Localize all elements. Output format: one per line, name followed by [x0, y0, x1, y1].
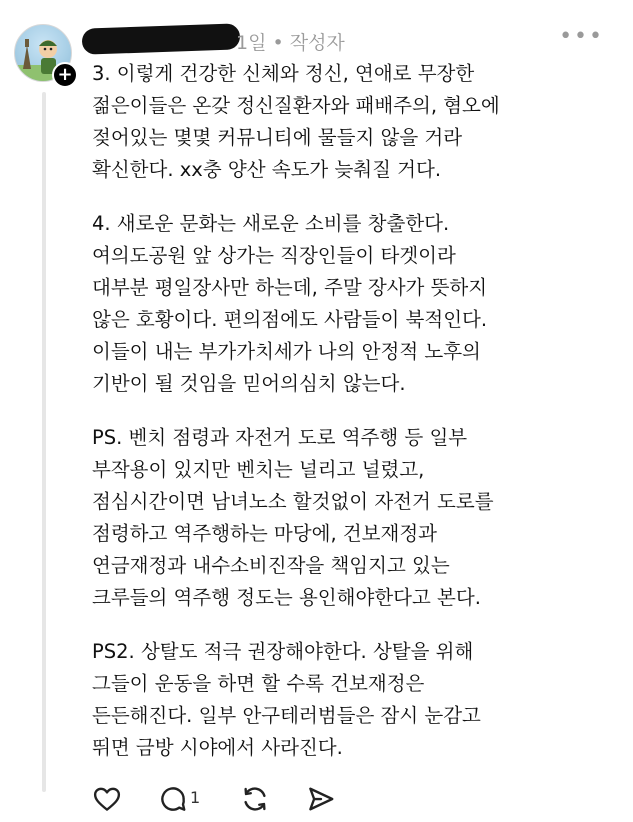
redacted-author-name — [82, 23, 241, 54]
repost-button[interactable] — [240, 782, 270, 816]
repost-icon — [240, 784, 270, 814]
comment-icon — [158, 784, 188, 814]
post-body — [92, 58, 622, 786]
author-avatar[interactable] — [14, 24, 73, 85]
heart-icon — [92, 784, 122, 814]
post-paragraph-3: 3. 이렇게 건강한 신체와 정신, 연애로 무장한 젊은이들은 온갖 정신질환자와 패배주의, 혐오에 젖어있는 몇몇 커뮤니티에 물들지 않을 거라 확신한다. xx충 양산 속도가 늦춰질 거다. — [92, 62, 500, 181]
post-paragraph-4: 4. 새로운 문화는 새로운 소비를 창출한다. 여의도공원 앞 상가는 직장인들이 타겟이라 대부분 평일장사만 하는데, 주말 장사가 뜻하지 않은 호황이다. 편의점에도 사람들이 북적인다. 이들이 내는 부가가치세가 나의 안정적 노후의 기반이 될 것임을 믿어의심치 않는다. — [92, 212, 488, 395]
follow-plus-button[interactable]: + — [52, 62, 78, 88]
share-icon — [306, 784, 336, 814]
thread-line — [42, 92, 46, 792]
post-paragraph-ps: PS. 벤치 점령과 자전거 도로 역주행 등 일부 부작용이 있지만 벤치는 널리고 널렸고, 점심시간이면 남녀노소 할것없이 자전거 도로를 점령하고 역주행하는 마당에, 건보재정과 연금재정과 내수소비진작을 책임지고 있는 크루들의 역주행 정도는 용인해야한다고 본다. — [92, 426, 494, 609]
post-meta: 1일 • 작성자 — [236, 32, 345, 54]
reply-count: 1 — [190, 787, 201, 807]
more-options-button[interactable]: ••• — [559, 24, 604, 49]
action-bar — [92, 782, 392, 818]
share-button[interactable] — [306, 782, 336, 816]
post-header — [82, 24, 612, 58]
like-button[interactable] — [92, 782, 122, 816]
reply-button[interactable] — [158, 782, 200, 816]
post-paragraph-ps2: PS2. 상탈도 적극 권장해야한다. 상탈을 위해 그들이 운동을 하면 할 수록 건보재정은 든든해진다. 일부 안구테러범들은 잠시 눈감고 뛰면 금방 시야에서 사라진다. — [92, 640, 481, 759]
